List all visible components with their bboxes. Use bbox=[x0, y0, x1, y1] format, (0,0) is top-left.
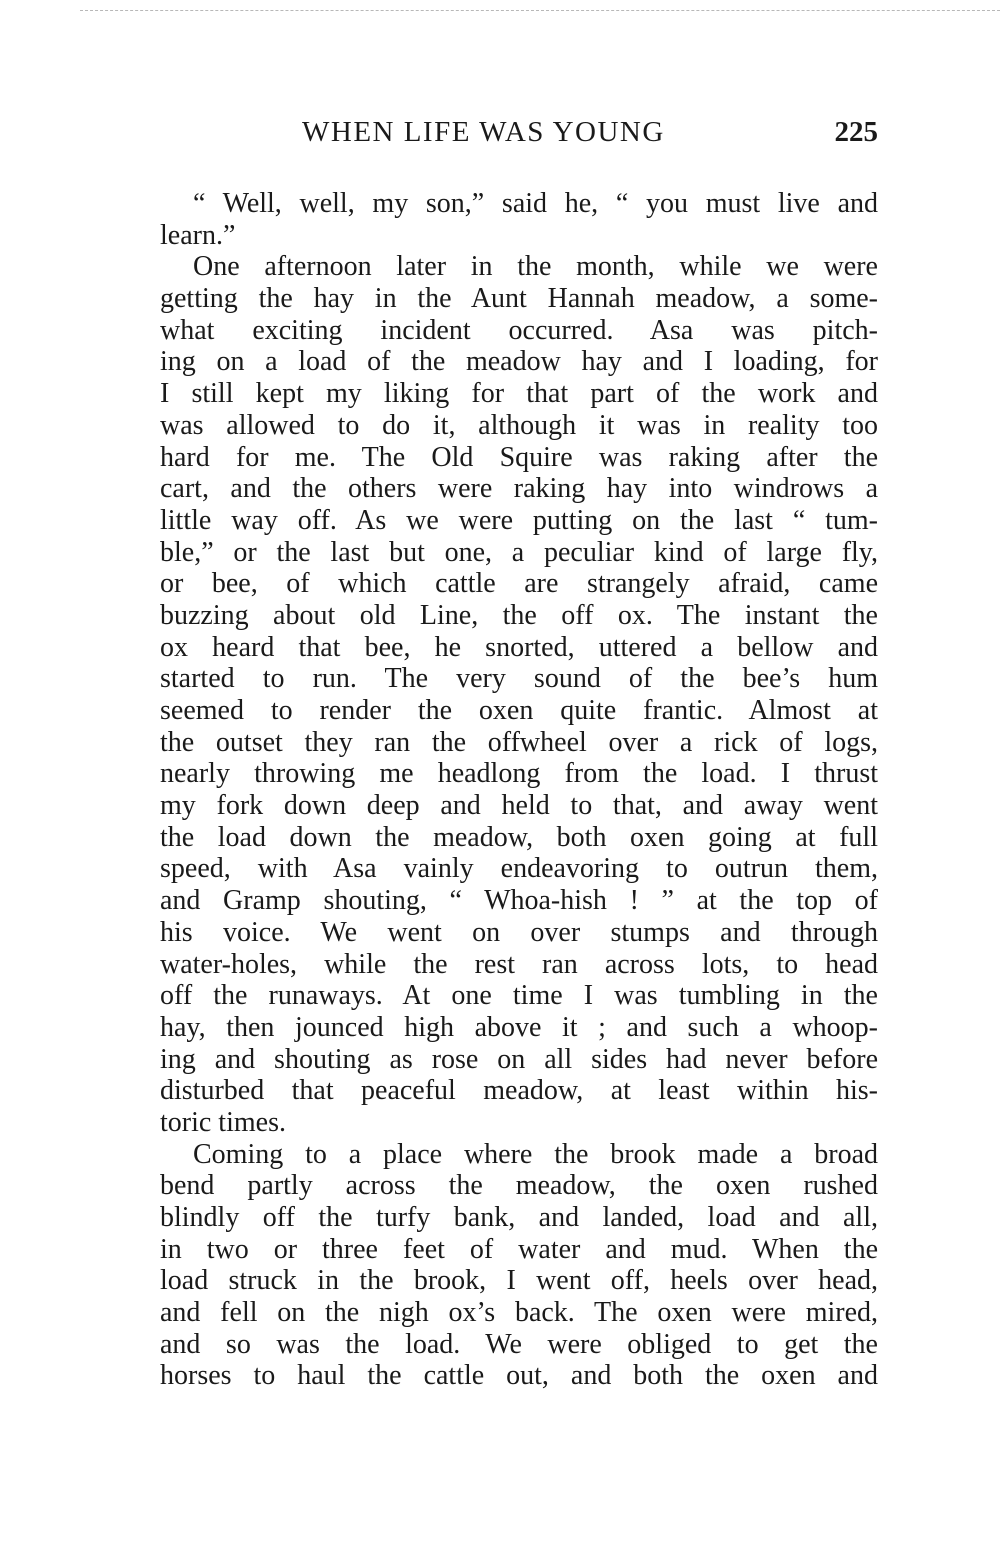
text-line: toric times. bbox=[160, 1106, 286, 1138]
text-line: ble,” or the last but one, a peculiar kind of large fly, bbox=[160, 536, 878, 568]
text-line: or bee, of which cattle are strangely afraid, came bbox=[160, 568, 878, 600]
text-line: the load down the meadow, both oxen going at full bbox=[160, 821, 878, 853]
page-header bbox=[160, 112, 878, 152]
text-line: load struck in the brook, I went off, heels over head, bbox=[160, 1265, 878, 1297]
text-line: horses to haul the cattle out, and both the oxen and bbox=[160, 1360, 878, 1392]
text-line: in two or three feet of water and mud. When the bbox=[160, 1233, 878, 1265]
text-line: hay, then jounced high above it ; and such a whoop- bbox=[160, 1011, 878, 1043]
text-line: water-holes, while the rest ran across lots, to head bbox=[160, 948, 878, 980]
text-line: little way off. As we were putting on the last “ tum- bbox=[160, 504, 878, 536]
text-line: I still kept my liking for that part of the work and bbox=[160, 378, 878, 410]
text-line: hard for me. The Old Squire was raking after the bbox=[160, 441, 878, 473]
text-line: and so was the load. We were obliged to get the bbox=[160, 1328, 878, 1360]
scan-edge-rule bbox=[80, 10, 1000, 11]
text-line: what exciting incident occurred. Asa was pitch- bbox=[160, 314, 878, 346]
text-line: nearly throwing me headlong from the load. I thrust bbox=[160, 758, 878, 790]
text-line: and Gramp shouting, “ Whoa-hish ! ” at the top of bbox=[160, 885, 878, 917]
page-number: 225 bbox=[834, 116, 878, 148]
running-head: WHEN LIFE WAS YOUNG bbox=[302, 116, 665, 148]
text-line: buzzing about old Line, the off ox. The instant the bbox=[160, 599, 878, 631]
text-line: “ Well, well, my son,” said he, “ you must live and bbox=[193, 188, 878, 219]
text-line: blindly off the turfy bank, and landed, load and all, bbox=[160, 1202, 878, 1233]
text-line: learn.” bbox=[160, 219, 236, 251]
text-line: off the runaways. At one time I was tumbling in the bbox=[160, 980, 878, 1012]
text-line: my fork down deep and held to that, and away went bbox=[160, 790, 878, 822]
text-line: his voice. We went on over stumps and through bbox=[160, 916, 878, 948]
body-text bbox=[160, 188, 878, 1392]
text-line: the outset they ran the offwheel over a rick of logs, bbox=[160, 726, 878, 758]
text-line: Coming to a place where the brook made a broad bbox=[193, 1138, 878, 1170]
text-line: disturbed that peaceful meadow, at least within his- bbox=[160, 1075, 878, 1107]
text-line: ox heard that bee, he snorted, uttered a bellow and bbox=[160, 631, 878, 663]
text-line: and fell on the nigh ox’s back. The oxen were mired, bbox=[160, 1297, 878, 1329]
text-line: ing on a load of the meadow hay and I loading, for bbox=[160, 346, 878, 378]
text-line: getting the hay in the Aunt Hannah meadow, a some- bbox=[160, 283, 878, 315]
text-line: cart, and the others were raking hay into windrows a bbox=[160, 473, 878, 505]
text-line: was allowed to do it, although it was in reality too bbox=[160, 409, 878, 441]
text-line: One afternoon later in the month, while we were bbox=[193, 251, 878, 283]
text-line: seemed to render the oxen quite frantic. Almost at bbox=[160, 695, 878, 726]
text-line: speed, with Asa vainly endeavoring to outrun them, bbox=[160, 853, 878, 885]
text-line: ing and shouting as rose on all sides had never before bbox=[160, 1043, 878, 1075]
text-line: bend partly across the meadow, the oxen rushed bbox=[160, 1170, 878, 1202]
text-line: started to run. The very sound of the bee’s hum bbox=[160, 663, 878, 695]
